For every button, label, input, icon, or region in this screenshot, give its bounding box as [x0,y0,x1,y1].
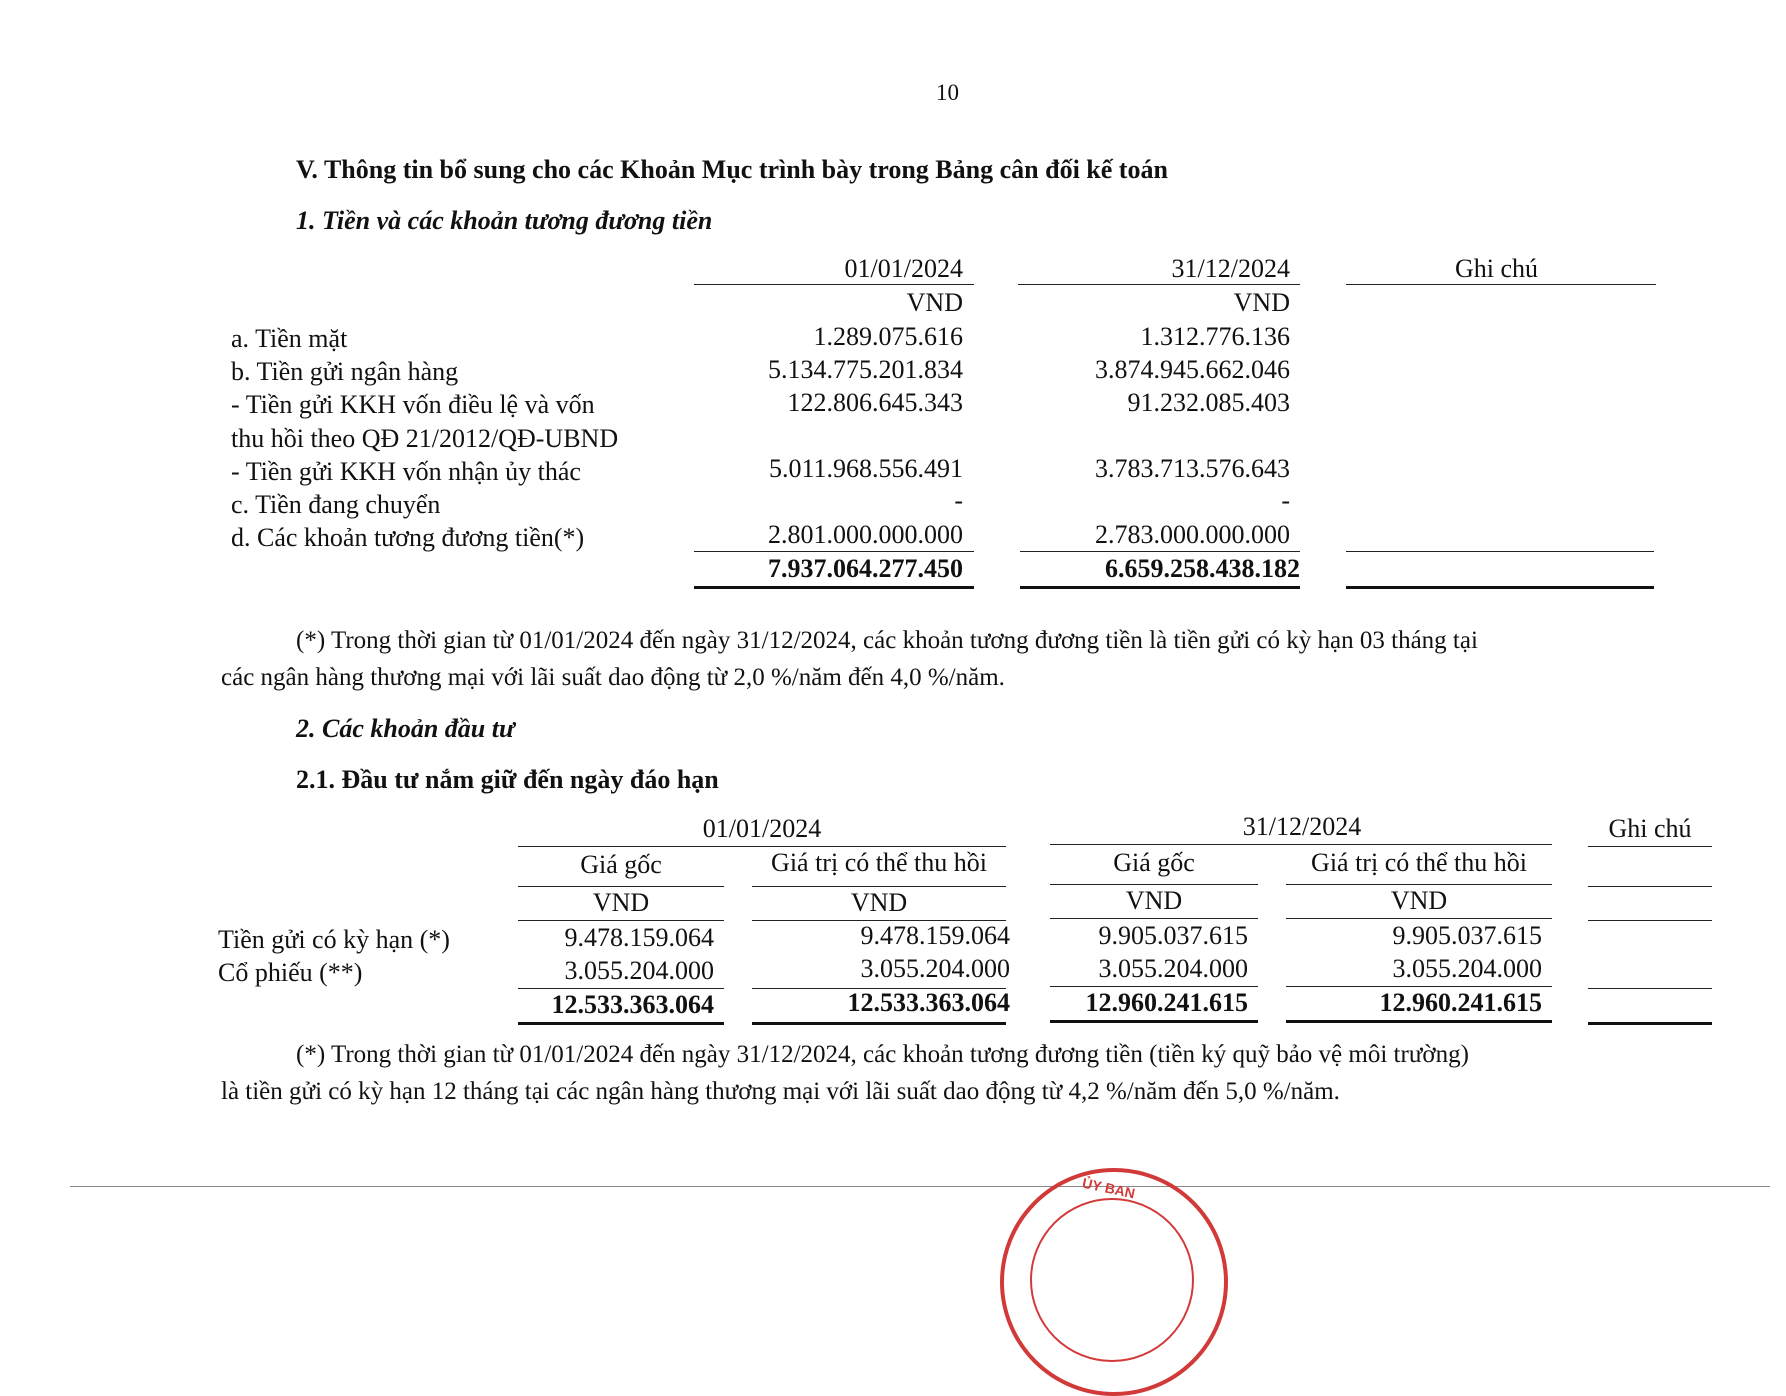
t2-unit-rule [1050,918,1258,919]
t2-unit: VND [850,888,908,917]
t1-row-value-1: 1.289.075.616 [813,322,963,351]
t2-unit: VND [1125,886,1183,915]
t2-subhead-rule [1588,886,1712,887]
t2-row-cost-2: 9.905.037.615 [1098,921,1248,950]
t1-header-rule-2 [1018,284,1300,285]
t2-unit: VND [592,888,650,917]
t1-total-rule-2 [1020,586,1300,589]
t1-header-note: Ghi chú [1455,254,1539,283]
t2-col-recoverable-1: Giá trị có thể thu hồi [771,848,987,877]
t2-total-recoverable-2: 12.960.241.615 [1379,988,1542,1017]
subsection-title-2: 2. Các khoản đầu tư [296,714,515,743]
t1-total-2: 6.659.258.438.182 [1105,554,1300,583]
t2-col-cost-1: Giá gốc [580,850,662,879]
t1-row-value-2: 2.783.000.000.000 [1095,520,1290,549]
subsection-title-1: 1. Tiền và các khoản tương đương tiền [296,206,713,235]
t1-row-value-2: 3.783.713.576.643 [1095,454,1290,483]
t1-row-label: - Tiền gửi KKH vốn điều lệ và vốn [231,390,595,419]
t1-row-value-2: - [1281,486,1290,515]
t1-row-label: c. Tiền đang chuyển [231,490,441,519]
t2-subhead-rule [752,886,1006,887]
page-number: 10 [936,80,959,105]
t1-unit-col1: VND [906,288,963,317]
t1-row-value-2: 91.232.085.403 [1127,388,1290,417]
t2-period-1: 01/01/2024 [702,814,822,843]
t1-row-value-1: 122.806.645.343 [787,388,963,417]
t2-total-rule [752,1022,1006,1025]
t1-row-label: a. Tiền mặt [231,324,348,353]
t2-note-header: Ghi chú [1608,814,1692,843]
t2-row-recoverable-2: 9.905.037.615 [1392,921,1542,950]
t2-subtotal-rule [1588,988,1712,989]
t2-unit-rule [1588,920,1712,921]
t2-unit-rule [1286,918,1552,919]
t2-row-label: Tiền gửi có kỳ hạn (*) [218,925,450,954]
t1-total-rule-1 [694,586,974,589]
t2-period-rule-2 [1050,844,1552,845]
t1-header-rule-1 [694,284,974,285]
t2-total-rule [1050,1020,1258,1023]
official-stamp-inner-ring [1030,1198,1194,1362]
t2-row-recoverable-2: 3.055.204.000 [1392,954,1542,983]
t2-period-rule-1 [518,846,1006,847]
t1-total-1: 7.937.064.277.450 [768,554,963,583]
note-1-line-2: các ngân hàng thương mại với lãi suất dao động từ 2,0 %/năm đến 4,0 %/năm. [221,664,1005,691]
t1-unit-col2: VND [1233,288,1290,317]
t2-row-recoverable-1: 9.478.159.064 [860,921,1010,950]
t2-subhead-rule [518,886,724,887]
t2-unit: VND [1390,886,1448,915]
t1-subtotal-rule-1 [694,551,974,552]
note-2-line-1: (*) Trong thời gian từ 01/01/2024 đến ngày 31/12/2024, các khoản tương đương tiền (tiền ký quỹ bảo vệ môi trường) [296,1041,1469,1068]
t2-row-recoverable-1: 3.055.204.000 [860,954,1010,983]
t2-total-recoverable-1: 12.533.363.064 [847,988,1010,1017]
t2-row-cost-1: 9.478.159.064 [564,923,714,952]
t2-total-rule [1286,1020,1552,1023]
t1-total-rule-3 [1346,586,1654,589]
footer-rule [70,1186,1770,1187]
t1-row-value-1: 2.801.000.000.000 [768,520,963,549]
t2-period-2: 31/12/2024 [1242,812,1362,841]
t2-col-cost-2: Giá gốc [1113,848,1195,877]
t2-col-recoverable-2: Giá trị có thể thu hồi [1311,848,1527,877]
t2-subtotal-rule [1286,986,1552,987]
t2-row-label: Cổ phiếu (**) [218,958,363,987]
t1-row-label: b. Tiền gửi ngân hàng [231,357,459,386]
section-title: V. Thông tin bổ sung cho các Khoản Mục trình bày trong Bảng cân đối kế toán [296,155,1168,184]
t2-row-cost-2: 3.055.204.000 [1098,954,1248,983]
t1-header-col1: 01/01/2024 [844,254,963,283]
t2-total-rule [518,1022,724,1025]
t2-total-cost-1: 12.533.363.064 [551,990,714,1019]
t1-row-label: thu hồi theo QĐ 21/2012/QĐ-UBND [231,424,619,453]
t2-unit-rule [518,920,724,921]
t1-row-value-2: 3.874.945.662.046 [1095,355,1290,384]
t1-subtotal-rule-2 [1020,551,1300,552]
t1-row-value-2: 1.312.776.136 [1140,322,1290,351]
t1-row-label: - Tiền gửi KKH vốn nhận ủy thác [231,457,581,486]
note-1-line-1: (*) Trong thời gian từ 01/01/2024 đến ngày 31/12/2024, các khoản tương đương tiền là tiền gửi có kỳ hạn 03 tháng tại [296,627,1478,654]
t2-subhead-rule [1286,884,1552,885]
t1-row-label: d. Các khoản tương đương tiền(*) [231,523,585,552]
t2-subtotal-rule [518,988,724,989]
stamp-text: ỦY BAN [1080,1174,1137,1202]
t1-header-col2: 31/12/2024 [1171,254,1290,283]
t1-row-value-1: 5.011.968.556.491 [768,454,963,483]
t2-subhead-rule [1050,884,1258,885]
t2-total-rule [1588,1022,1712,1025]
subsection-title-2-1: 2.1. Đầu tư nắm giữ đến ngày đáo hạn [296,765,719,794]
t2-row-cost-1: 3.055.204.000 [564,956,714,985]
t1-row-value-1: 5.134.775.201.834 [768,355,963,384]
note-2-line-2: là tiền gửi có kỳ hạn 12 tháng tại các ngân hàng thương mại với lãi suất dao động từ 4,2 %/năm đến 5,0 %/năm. [221,1078,1340,1105]
t2-note-rule [1588,846,1712,847]
t1-header-rule-3 [1346,284,1656,285]
t2-total-cost-2: 12.960.241.615 [1085,988,1248,1017]
t1-subtotal-rule-3 [1346,551,1654,552]
t2-subtotal-rule [1050,986,1258,987]
t1-row-value-1: - [954,486,963,515]
